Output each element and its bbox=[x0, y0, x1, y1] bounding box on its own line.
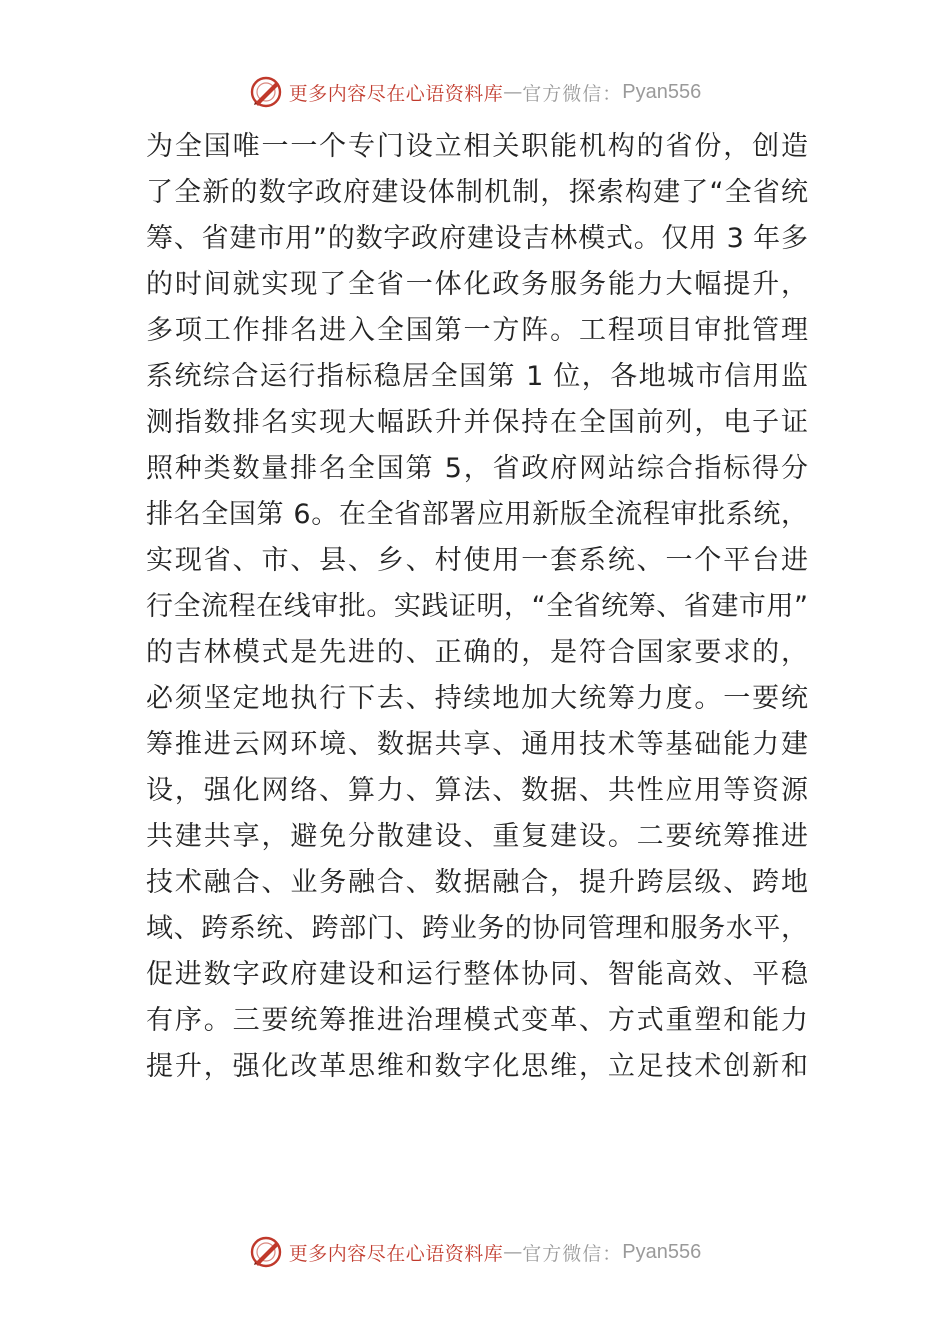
text-line: 技术融合、业务融合、数据融合，提升跨层级、跨地 bbox=[146, 867, 808, 898]
banner-wechat-label: 官方微信： bbox=[522, 1242, 623, 1265]
text-line: 系统综合运行指标稳居全国第 1 位，各地城市信用监 bbox=[146, 361, 808, 392]
banner-dash: — bbox=[503, 81, 523, 103]
banner-promo-text: 更多内容尽在心语资料库 bbox=[288, 1242, 504, 1265]
document-body bbox=[146, 124, 808, 1090]
text-line: 行全流程在线审批。实践证明，“全省统筹、省建市用” bbox=[146, 591, 808, 622]
pen-seal-logo-icon bbox=[249, 1235, 283, 1269]
text-line: 筹推进云网环境、数据共享、通用技术等基础能力建 bbox=[146, 729, 808, 760]
text-line: 为全国唯一一个专门设立相关职能机构的省份，创造 bbox=[146, 131, 808, 162]
text-line: 多项工作排名进入全国第一方阵。工程项目审批管理 bbox=[146, 315, 808, 346]
text-line: 了全新的数字政府建设体制机制，探索构建了“全省统 bbox=[146, 177, 808, 208]
text-line: 筹、省建市用”的数字政府建设吉林模式。仅用 3 年多 bbox=[146, 223, 808, 254]
pen-seal-logo-icon bbox=[249, 75, 283, 109]
text-line: 域、跨系统、跨部门、跨业务的协同管理和服务水平， bbox=[146, 913, 808, 944]
banner-wechat-label: 官方微信： bbox=[522, 82, 623, 105]
banner-dash: — bbox=[503, 1241, 523, 1263]
text-line: 必须坚定地执行下去、持续地加大统筹力度。一要统 bbox=[146, 683, 808, 714]
text-line: 设，强化网络、算力、算法、数据、共性应用等资源 bbox=[146, 775, 808, 806]
text-line: 的时间就实现了全省一体化政务服务能力大幅提升， bbox=[146, 269, 808, 300]
header-banner bbox=[0, 72, 950, 112]
text-line: 实现省、市、县、乡、村使用一套系统、一个平台进 bbox=[146, 545, 808, 576]
text-line: 的吉林模式是先进的、正确的，是符合国家要求的， bbox=[146, 637, 808, 668]
text-line: 照种类数量排名全国第 5，省政府网站综合指标得分 bbox=[146, 453, 808, 484]
text-line: 共建共享，避免分散建设、重复建设。二要统筹推进 bbox=[146, 821, 808, 852]
text-line: 促进数字政府建设和运行整体协同、智能高效、平稳 bbox=[146, 959, 808, 990]
text-line: 测指数排名实现大幅跃升并保持在全国前列，电子证 bbox=[146, 407, 808, 438]
footer-banner bbox=[0, 1232, 950, 1272]
text-line: 排名全国第 6。在全省部署应用新版全流程审批系统， bbox=[146, 499, 808, 530]
text-line: 提升，强化改革思维和数字化思维，立足技术创新和 bbox=[146, 1051, 808, 1082]
banner-wechat-account: Pyan556 bbox=[622, 1240, 702, 1263]
banner-wechat-account: Pyan556 bbox=[622, 80, 702, 103]
banner-promo-text: 更多内容尽在心语资料库 bbox=[288, 82, 504, 105]
text-line: 有序。三要统筹推进治理模式变革、方式重塑和能力 bbox=[146, 1005, 808, 1036]
